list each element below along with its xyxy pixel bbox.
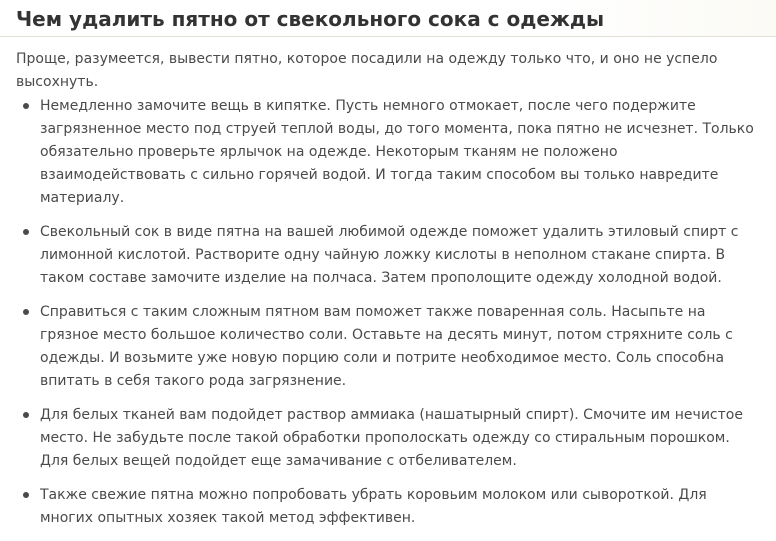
article-header [0,0,776,37]
list-item-text: Свекольный сок в виде пятна на вашей любимой одежде поможет удалить этиловый спирт с лимонной кислотой. Растворите одну чайную ложку кислоты в неполном стакане спирта. В таком составе замочите изделие на полчаса. Затем прополощите одежду холодной водой. [40,224,739,286]
list-item [0,484,756,530]
list-item-text: Для белых тканей вам подойдет раствор аммиака (нашатырный спирт). Смочите им нечистое место. Не забудьте после такой обработки прополоскать одежду со стиральным порошком. Для белых вещей подойдет еще замачивание с отбеливателем. [40,407,743,469]
list-item [0,221,756,290]
list-item [0,404,756,473]
article-title: Чем удалить пятно от свекольного сока с одежды [16,7,605,31]
list-item [0,95,756,210]
bullet-dot-icon [23,103,29,109]
list-item [0,301,756,393]
bullet-dot-icon [23,309,29,315]
article-intro: Проще, разумеется, вывести пятно, которое посадили на одежду только что, и оно не успело высохнуть. [16,51,718,90]
list-item-text: Справиться с таким сложным пятном вам поможет также поваренная соль. Насыпьте на грязное место большое количество соли. Оставьте на десять минут, потом стряхните соль с одежды. И возьмите уже новую порцию соли и потрите необходимое место. Соль способна впитать в себя такого рода загрязнение. [40,304,733,389]
list-item-text: Также свежие пятна можно попробовать убрать коровьим молоком или сывороткой. Для многих опытных хозяек такой метод эффективен. [40,487,707,526]
bullet-dot-icon [23,229,29,235]
bullet-list [0,95,776,541]
bullet-dot-icon [23,412,29,418]
list-item-text: Немедленно замочите вещь в кипятке. Пусть немного отмокает, после чего подержите загрязненное место под струей теплой воды, до того момента, пока пятно не исчезнет. Только обязательно проверьте ярлычок на одежде. Некоторым тканям не положено взаимодействовать с сильно горячей водой. И тогда таким способом вы только навредите материалу. [40,98,754,206]
bullet-dot-icon [23,492,29,498]
